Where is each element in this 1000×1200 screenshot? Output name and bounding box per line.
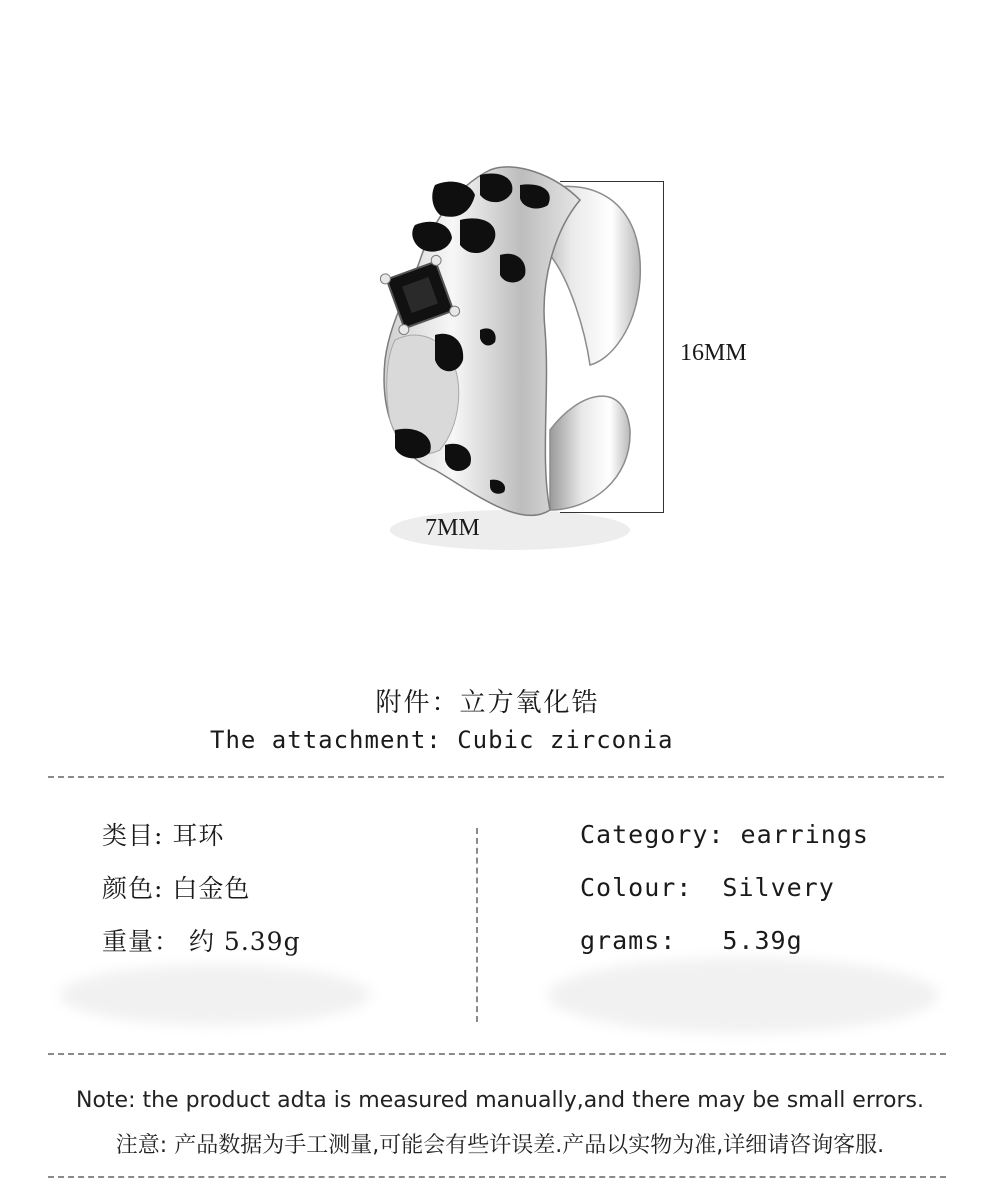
spec-value: earrings [740, 820, 869, 849]
specs-en-column [580, 820, 980, 979]
spec-label: 重量： [102, 927, 181, 956]
spec-category-cn [102, 816, 462, 869]
spec-value: 白金色 [172, 874, 251, 903]
height-dimension-label: 16MM [680, 340, 747, 366]
spec-label: Category: [580, 820, 725, 849]
attachment-cn: 附件：立方氧化锆 [375, 688, 600, 718]
faint-blur-left [60, 965, 370, 1025]
note-en: Note: the product adta is measured manually,and there may be small errors. [75, 1088, 925, 1113]
divider-bottom [48, 1176, 946, 1178]
specs-cn-column [102, 816, 462, 975]
attachment-en: The attachment: Cubic zirconia [210, 726, 674, 754]
spec-label: 类目: [102, 821, 164, 850]
spec-label: 颜色: [102, 874, 164, 903]
spec-value: 耳环 [172, 821, 225, 850]
spec-colour-en [580, 873, 980, 926]
spec-label: Colour: [580, 873, 693, 902]
spec-category-en [580, 820, 980, 873]
width-dimension-label: 7MM [425, 515, 480, 541]
spec-value: 5.39g [722, 926, 803, 955]
spec-value: Silvery [722, 873, 835, 902]
height-dimension-line [560, 181, 664, 513]
spec-value: 约 5.39g [188, 927, 301, 956]
divider-top [48, 776, 944, 778]
divider-middle [48, 1053, 946, 1055]
spec-label: grams: [580, 926, 677, 955]
divider-vertical [476, 828, 478, 1022]
spec-colour-cn [102, 869, 462, 922]
faint-blur-right [548, 958, 938, 1033]
note-cn: 注意: 产品数据为手工测量,可能会有些许误差.产品以实物为准,详细请咨询客服. [115, 1133, 885, 1158]
